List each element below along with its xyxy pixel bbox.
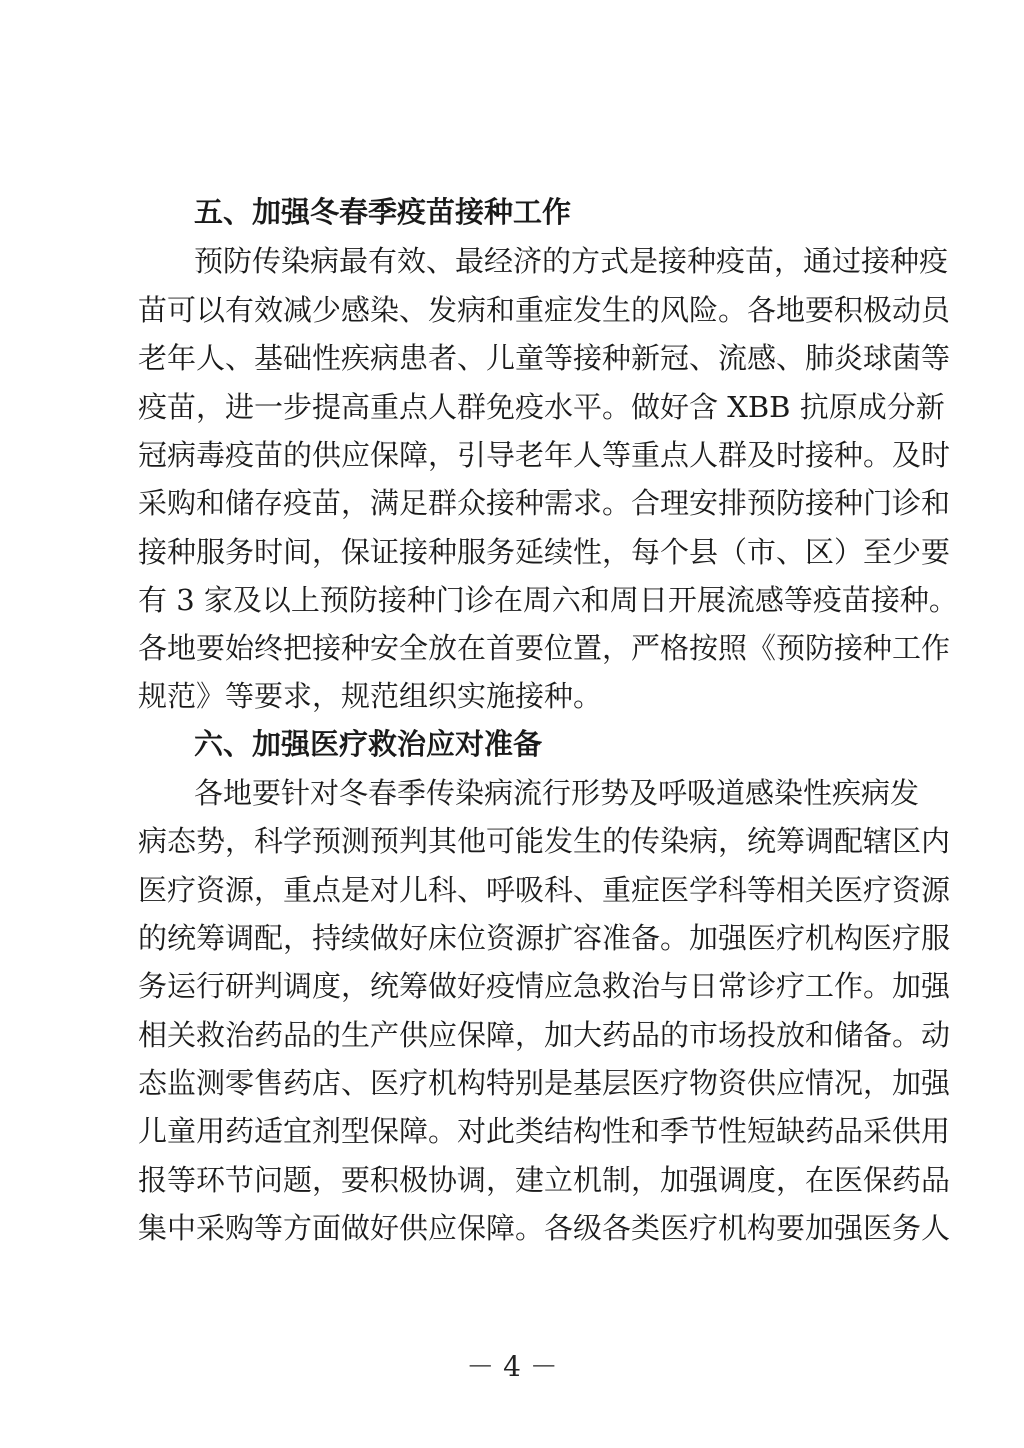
paragraph-line: 病态势，科学预测预判其他可能发生的传染病，统筹调配辖区内 bbox=[138, 824, 951, 858]
paragraph-line: 报等环节问题，要积极协调，建立机制，加强调度，在医保药品 bbox=[138, 1163, 951, 1197]
paragraph-line: 的统筹调配，持续做好床位资源扩容准备。加强医疗机构医疗服 bbox=[138, 921, 951, 955]
paragraph-line: 预防传染病最有效、最经济的方式是接种疫苗，通过接种疫 bbox=[194, 244, 949, 278]
paragraph-line: 规范》等要求，规范组织实施接种。 bbox=[138, 679, 603, 713]
paragraph-line: 态监测零售药店、医疗机构特别是基层医疗物资供应情况，加强 bbox=[138, 1066, 951, 1100]
paragraph-line: 务运行研判调度，统筹做好疫情应急救治与日常诊疗工作。加强 bbox=[138, 969, 951, 1003]
paragraph-line: 各地要始终把接种安全放在首要位置，严格按照《预防接种工作 bbox=[138, 631, 951, 665]
page-number: － 4 － bbox=[466, 1350, 558, 1383]
paragraph-line: 相关救治药品的生产供应保障，加大药品的市场投放和储备。动 bbox=[138, 1018, 951, 1052]
section-heading-vaccination: 五、加强冬春季疫苗接种工作 bbox=[194, 195, 572, 229]
paragraph-line: 医疗资源，重点是对儿科、呼吸科、重症医学科等相关医疗资源 bbox=[138, 873, 951, 907]
paragraph-line: 儿童用药适宜剂型保障。对此类结构性和季节性短缺药品采供用 bbox=[138, 1114, 951, 1148]
paragraph-line: 接种服务时间，保证接种服务延续性，每个县（市、区）至少要 bbox=[138, 535, 951, 569]
section-heading-medical-treatment: 六、加强医疗救治应对准备 bbox=[194, 727, 543, 761]
paragraph-line: 集中采购等方面做好供应保障。各级各类医疗机构要加强医务人 bbox=[138, 1211, 951, 1245]
paragraph-line: 冠病毒疫苗的供应保障，引导老年人等重点人群及时接种。及时 bbox=[138, 438, 951, 472]
paragraph-line: 有 3 家及以上预防接种门诊在周六和周日开展流感等疫苗接种。 bbox=[138, 583, 958, 617]
paragraph-line: 疫苗，进一步提高重点人群免疫水平。做好含 XBB 抗原成分新 bbox=[138, 390, 945, 424]
paragraph-line: 采购和储存疫苗，满足群众接种需求。合理安排预防接种门诊和 bbox=[138, 486, 951, 520]
paragraph-line: 各地要针对冬春季传染病流行形势及呼吸道感染性疾病发 bbox=[194, 776, 920, 810]
paragraph-line: 老年人、基础性疾病患者、儿童等接种新冠、流感、肺炎球菌等 bbox=[138, 341, 951, 375]
paragraph-line: 苗可以有效减少感染、发病和重症发生的风险。各地要积极动员 bbox=[138, 293, 951, 327]
